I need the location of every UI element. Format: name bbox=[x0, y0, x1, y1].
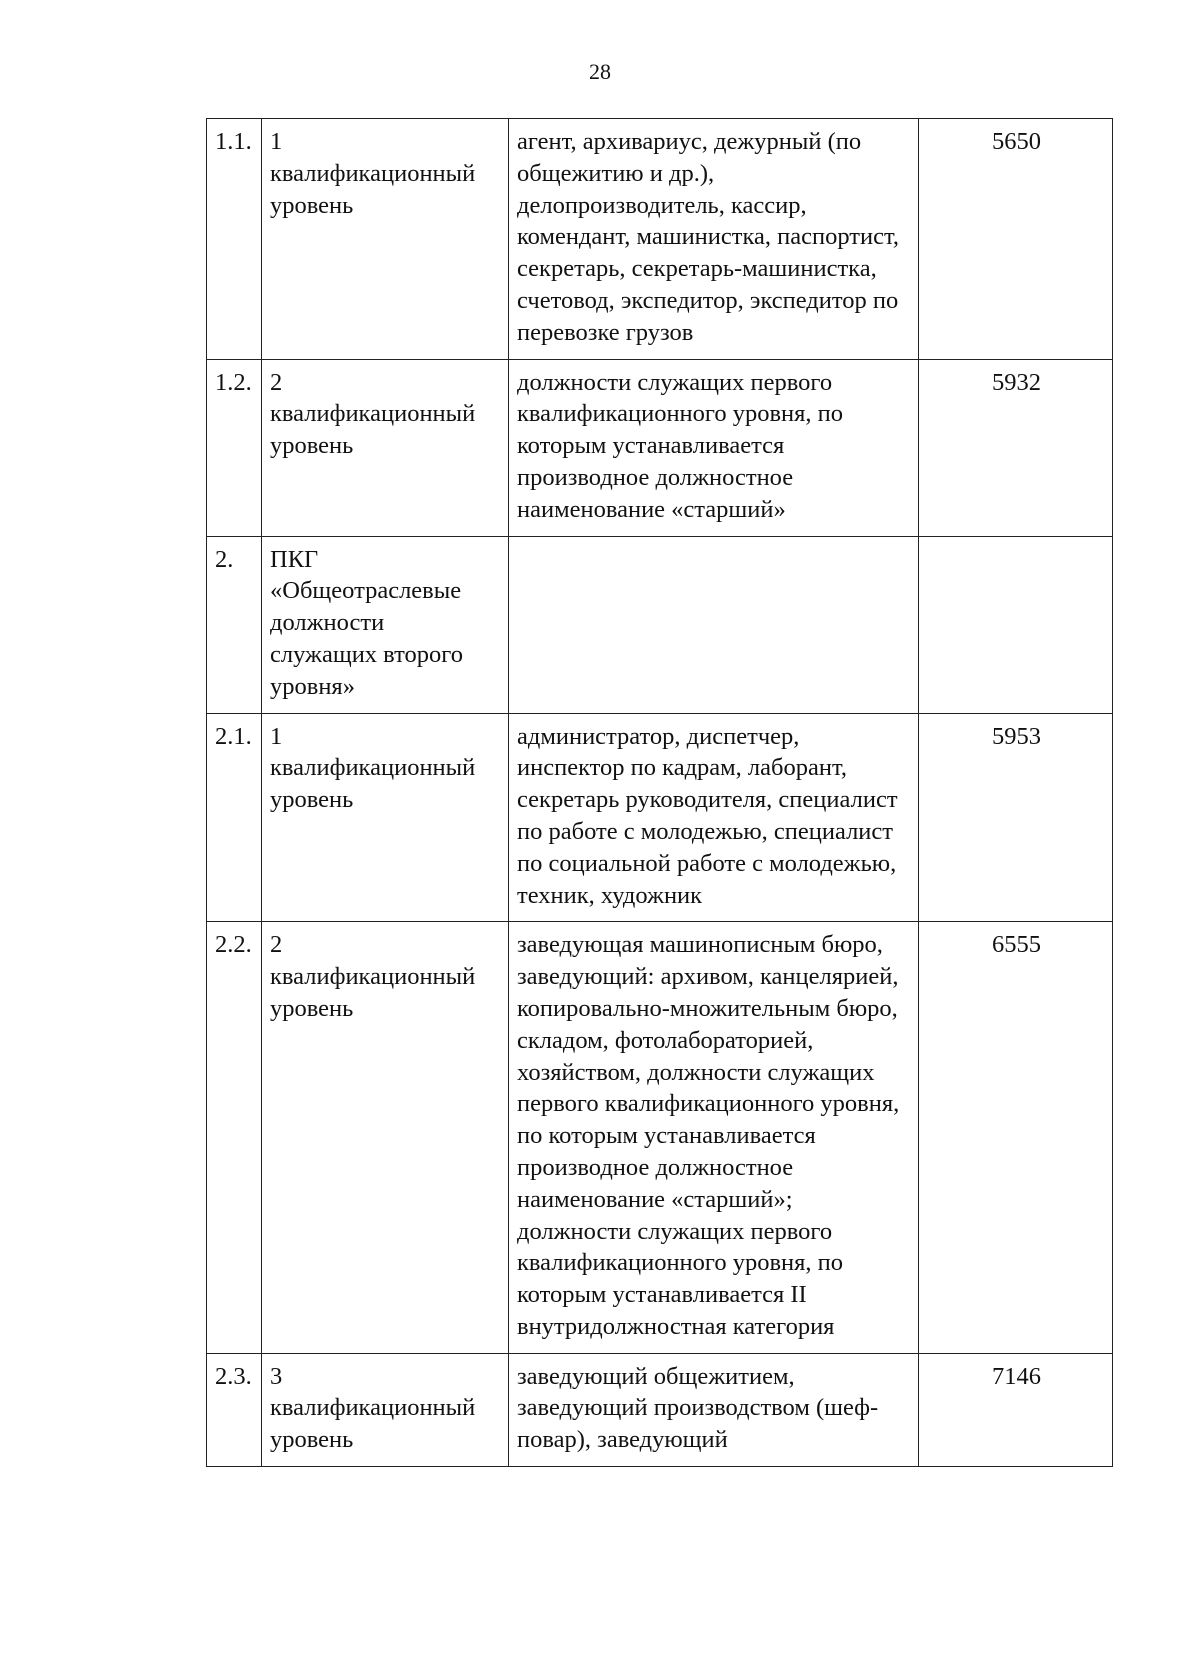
positions-cell bbox=[509, 536, 919, 713]
qualification-level-text: 1 квалификационный уровень bbox=[270, 128, 476, 219]
qualification-level-cell bbox=[262, 1353, 509, 1466]
salary-table bbox=[206, 118, 1113, 1467]
qualification-level-text: ПКГ «Общеотраслевые должности служащих второго уровня» bbox=[270, 545, 463, 700]
table-row bbox=[207, 922, 1113, 1353]
table-row bbox=[207, 359, 1113, 536]
positions-cell bbox=[509, 1353, 919, 1466]
table-row bbox=[207, 536, 1113, 713]
qualification-level-cell bbox=[262, 119, 509, 360]
qualification-level-text: 1 квалификационный уровень bbox=[270, 722, 476, 814]
table-row bbox=[207, 713, 1113, 922]
row-number-cell: 1.1. bbox=[207, 119, 262, 360]
table-row bbox=[207, 1353, 1113, 1466]
qualification-level-cell bbox=[262, 713, 509, 922]
qualification-level-text: 3 квалификационный уровень bbox=[270, 1362, 476, 1454]
row-number-cell: 2.3. bbox=[207, 1353, 262, 1466]
row-number-cell: 2. bbox=[207, 536, 262, 713]
positions-text: заведующая машинописным бюро, заведующий: архивом, канцелярией, копировально-множительным бюро, складом, фотолабораторией, хозяйством, должности служащих первого квалификационного уровня, по которым устанавливается производное должностное наименование «старший»; должности служащих первого квалификационного уровня, по которым устанавливается II внутридолжностная категория bbox=[517, 931, 900, 1340]
positions-text: администратор, диспетчер, инспектор по кадрам, лаборант, секретарь руководителя, специалист по работе с молодежью, специалист по социальной работе с молодежью, техник, художник bbox=[517, 722, 898, 909]
qualification-level-cell bbox=[262, 922, 509, 1353]
positions-cell bbox=[509, 713, 919, 922]
qualification-level-cell bbox=[262, 359, 509, 536]
row-number-cell: 2.2. bbox=[207, 922, 262, 1353]
positions-text: агент, архивариус, дежурный (по общежитию и др.), делопроизводитель, кассир, комендант, машинистка, паспортист, секретарь, секретарь-машинистка, счетовод, экспедитор, экспедитор по перевозке грузов bbox=[517, 128, 899, 346]
salary-cell bbox=[919, 536, 1113, 713]
positions-text: заведующий общежитием, заведующий производством (шеф-повар), заведующий bbox=[517, 1362, 879, 1454]
positions-cell bbox=[509, 119, 919, 360]
positions-cell bbox=[509, 359, 919, 536]
salary-cell: 6555 bbox=[919, 922, 1113, 1353]
salary-cell: 7146 bbox=[919, 1353, 1113, 1466]
row-number-cell: 2.1. bbox=[207, 713, 262, 922]
qualification-level-text: 2 квалификационный уровень bbox=[270, 368, 476, 460]
salary-cell: 5953 bbox=[919, 713, 1113, 922]
qualification-level-text: 2 квалификационный уровень bbox=[270, 931, 476, 1022]
table-row bbox=[207, 119, 1113, 360]
positions-cell bbox=[509, 922, 919, 1353]
positions-text: должности служащих первого квалификационного уровня, по которым устанавливается производное должностное наименование «старший» bbox=[517, 368, 844, 523]
qualification-level-cell bbox=[262, 536, 509, 713]
page-number: 28 bbox=[589, 59, 611, 84]
row-number-cell: 1.2. bbox=[207, 359, 262, 536]
salary-cell: 5650 bbox=[919, 119, 1113, 360]
salary-cell: 5932 bbox=[919, 359, 1113, 536]
